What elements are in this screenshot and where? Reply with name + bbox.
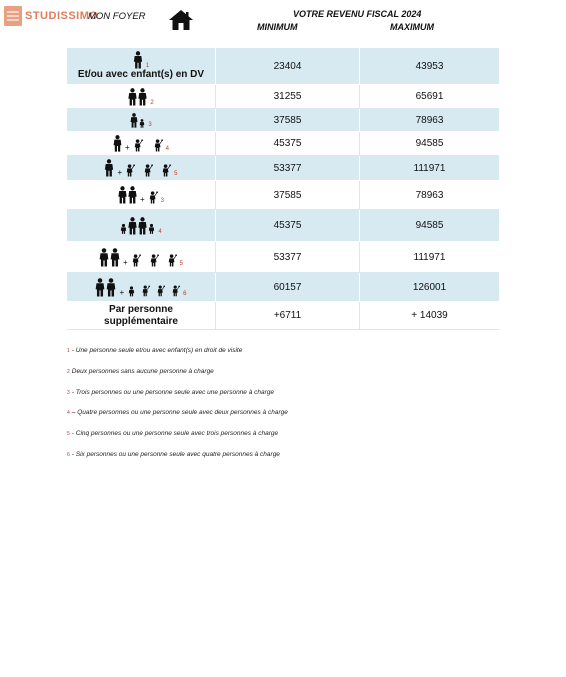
note-number: 2	[150, 99, 154, 106]
child-balloon-icon	[168, 254, 177, 267]
household-icons	[130, 113, 151, 128]
child-balloon-icon	[126, 164, 135, 177]
plus-sign: +	[119, 287, 125, 297]
min-value: 37585	[216, 181, 360, 209]
min-value: 45375	[216, 132, 360, 155]
income-table	[67, 48, 499, 330]
footnote-number: 3	[67, 390, 70, 396]
plus-sign: +	[124, 143, 130, 152]
adult-icon	[138, 217, 147, 235]
footnote-number: 1	[67, 348, 70, 354]
household-cell	[67, 181, 216, 209]
footnote-number: 4	[67, 410, 70, 416]
note-number: 5	[179, 260, 183, 267]
household-icons	[133, 51, 149, 69]
footnote	[67, 347, 242, 354]
footnote-number: 5	[67, 431, 70, 437]
child-balloon-icon	[132, 254, 141, 267]
min-value: 31255	[216, 85, 360, 108]
household-cell	[67, 156, 216, 180]
household-cell	[67, 109, 216, 131]
footnote	[67, 368, 214, 375]
child-balloon-icon	[144, 164, 153, 177]
max-value: 126001	[412, 281, 447, 293]
kid-icon	[120, 223, 127, 235]
child-balloon-icon	[162, 164, 171, 177]
child-balloon-icon	[157, 285, 165, 297]
note-number: 3	[160, 198, 164, 204]
child-balloon-icon	[149, 191, 158, 204]
footnote-text: – Quatre personnes ou une personne seule avec deux personnes à charge	[71, 409, 288, 416]
adult-icon	[110, 248, 120, 267]
child-balloon-icon	[134, 139, 143, 152]
house-icon	[168, 9, 194, 31]
max-value: 111971	[413, 162, 446, 174]
household-label: Et/ou avec enfant(s) en DV	[77, 69, 205, 80]
building-icon	[4, 6, 22, 26]
max-value: 94585	[415, 138, 444, 149]
household-cell	[67, 85, 216, 108]
footnote-text: - Trois personnes ou une personne seule avec une personne à charge	[71, 389, 275, 396]
plus-sign: +	[139, 195, 145, 204]
table-row	[67, 132, 499, 156]
min-value: 53377	[216, 242, 360, 272]
footnote	[67, 409, 288, 416]
household-icons	[95, 278, 186, 297]
table-row	[67, 181, 499, 210]
footnote-text: - Six personnes ou une personne seule avec quatre personnes à charge	[71, 451, 280, 458]
note-number: 4	[158, 228, 162, 235]
max-value: 94585	[415, 220, 444, 231]
child-balloon-icon	[172, 285, 180, 297]
max-value: 43953	[415, 60, 444, 72]
min-value: 60157	[216, 273, 360, 301]
max-value: 78963	[415, 114, 444, 126]
household-cell	[67, 132, 216, 155]
plus-sign: +	[117, 168, 123, 177]
adult-icon	[113, 135, 122, 152]
note-number: 3	[148, 121, 152, 128]
household-icons	[120, 217, 161, 235]
table-row	[67, 210, 499, 242]
max-value: 78963	[415, 189, 444, 201]
adult-icon	[138, 88, 147, 106]
logo-text: STUDISSIMO	[25, 10, 99, 22]
household-cell	[67, 273, 216, 301]
max-value: + 14039	[411, 310, 448, 321]
household-icons	[113, 135, 169, 152]
note-number: 4	[165, 146, 169, 152]
household-icons	[104, 159, 177, 177]
adult-icon	[118, 186, 127, 204]
footnote-number: 6	[67, 452, 70, 458]
household-icons	[128, 88, 153, 106]
max-value: 111971	[413, 251, 446, 263]
min-value: 45375	[216, 210, 360, 241]
kid-icon	[148, 223, 155, 235]
revenu-header: VOTRE REVENU FISCAL 2024	[293, 9, 422, 19]
adult-icon	[128, 88, 137, 106]
studissimo-logo	[4, 6, 98, 26]
footnote	[67, 430, 278, 437]
note-number: 6	[183, 290, 187, 297]
min-value: +6711	[216, 302, 360, 329]
footnote-number: 2	[67, 369, 70, 375]
kid-icon	[128, 286, 135, 297]
child-balloon-icon	[154, 139, 163, 152]
adult-icon	[104, 159, 114, 177]
maximum-header: MAXIMUM	[390, 22, 434, 32]
min-value: 23404	[216, 48, 360, 84]
extra-person-label: Par personne	[109, 303, 173, 315]
minimum-header: MINIMUM	[257, 22, 298, 32]
footnote	[67, 389, 274, 396]
adult-icon	[128, 186, 137, 204]
adult-icon	[99, 248, 109, 267]
household-cell	[67, 242, 216, 272]
adult-icon	[95, 278, 105, 297]
household-cell	[67, 302, 216, 329]
table-row	[67, 156, 499, 181]
footnote	[67, 451, 280, 458]
table-row	[67, 273, 499, 302]
adult-icon	[106, 278, 116, 297]
note-number: 1	[145, 63, 150, 69]
adult-icon	[130, 113, 138, 128]
household-cell	[67, 48, 216, 84]
table-row	[67, 48, 499, 85]
table-row	[67, 242, 499, 273]
extra-person-label: supplémentaire	[104, 315, 178, 327]
max-value: 65691	[415, 91, 444, 102]
kid-icon	[139, 119, 145, 128]
footnote-text: Deux personnes sans aucune personne à charge	[71, 368, 214, 375]
child-balloon-icon	[142, 285, 150, 297]
note-number: 5	[174, 171, 178, 177]
table-row	[67, 109, 499, 132]
plus-sign: +	[122, 257, 128, 267]
adult-icon	[133, 51, 143, 69]
foyer-header: MON FOYER	[88, 11, 146, 22]
footnote-text: - Une personne seule et/ou avec enfant(s) en droit de visite	[71, 347, 243, 354]
household-icons	[118, 186, 164, 204]
min-value: 53377	[216, 156, 360, 180]
child-balloon-icon	[150, 254, 159, 267]
table-row	[67, 85, 499, 109]
adult-icon	[128, 217, 137, 235]
household-cell	[67, 210, 216, 241]
household-icons	[99, 248, 183, 267]
table-row	[67, 302, 499, 330]
footnote-text: - Cinq personnes ou une personne seule avec trois personnes à charge	[71, 430, 279, 437]
min-value: 37585	[216, 109, 360, 131]
